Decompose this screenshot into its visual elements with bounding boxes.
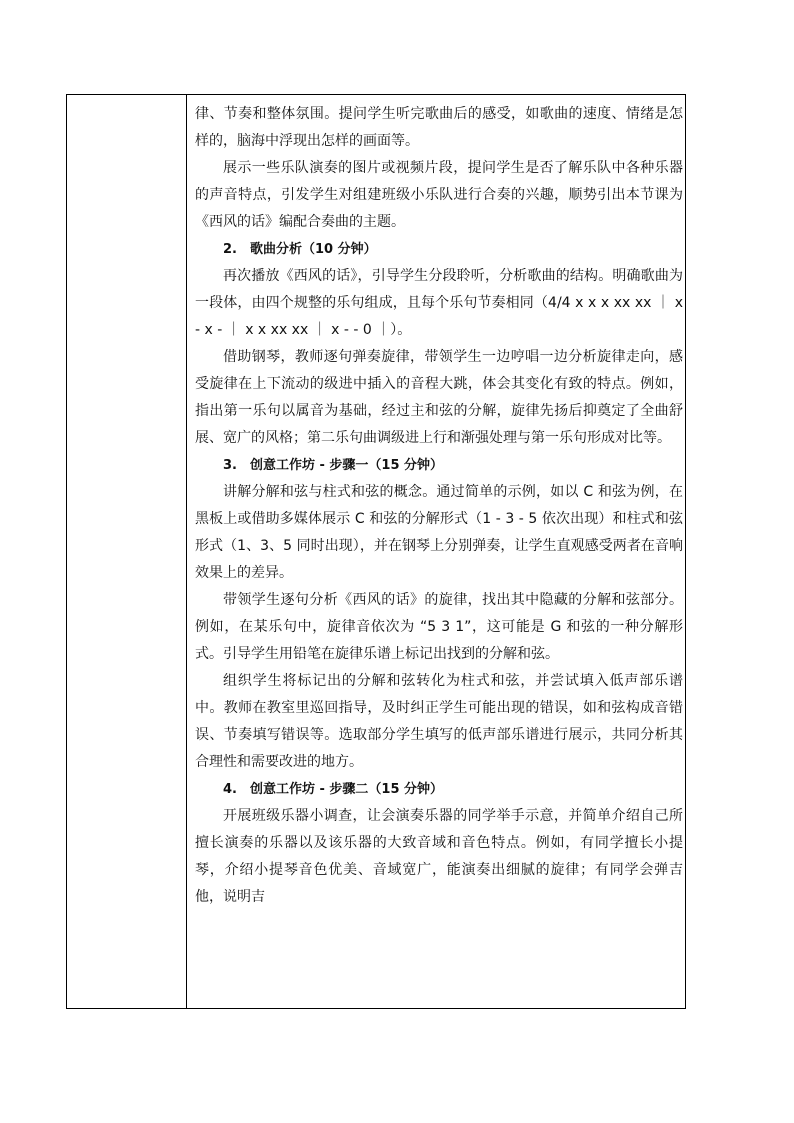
column-divider [186, 95, 187, 1008]
paragraph-chord-concepts: 讲解分解和弦与柱式和弦的概念。通过简单的示例，如以 C 和弦为例，在黑板上或借助多媒体展示 C 和弦的分解形式（1 - 3 - 5 依次出现）和柱式和弦形式（1、3、5 同时出现），并在钢琴上分别弹奏，让学生直观感受两者在音响效果上的差异。 [195, 484, 683, 581]
section-heading-workshop-step1: 3. 创意工作坊 - 步骤一（15 分钟） [223, 458, 444, 473]
paragraph-instrument-survey: 开展班级乐器小调查，让会演奏乐器的同学举手示意，并简单介绍自己所擅长演奏的乐器以及该乐器的大致音域和音色特点。例如，有同学擅长小提琴，介绍小提琴音色优美、音域宽广，能演奏出细腻的旋律；有同学会弹吉他，说明吉 [195, 808, 683, 905]
paragraph-song-structure: 再次播放《西风的话》，引导学生分段聆听，分析歌曲的结构。明确歌曲为一段体，由四个规整的乐句组成，且每个乐句节奏相同（4/4 x x x xx xx ｜ x - x - ｜ x x xx xx ｜ x - - 0 ｜）。 [195, 268, 683, 338]
paragraph-find-arpeggios: 带领学生逐句分析《西风的话》的旋律，找出其中隐藏的分解和弦部分。例如，在某乐句中，旋律音依次为 “5 3 1”，这可能是 G 和弦的一种分解形式。引导学生用铅笔在旋律乐谱上标记出找到的分解和弦。 [195, 592, 683, 662]
lesson-plan-table [66, 94, 686, 1009]
paragraph-intro-continued: 律、节奏和整体氛围。提问学生听完歌曲后的感受，如歌曲的速度、情绪是怎样的，脑海中浮现出怎样的画面等。 [195, 106, 683, 149]
section-heading-workshop-step2: 4. 创意工作坊 - 步骤二（15 分钟） [223, 782, 444, 797]
paragraph-piano-melody: 借助钢琴，教师逐句弹奏旋律，带领学生一边哼唱一边分析旋律走向，感受旋律在上下流动的级进中插入的音程大跳，体会其变化有致的特点。例如，指出第一乐句以属音为基础，经过主和弦的分解，旋律先扬后抑奠定了全曲舒展、宽广的风格；第二乐句曲调级进上行和渐强处理与第一乐句形成对比等。 [195, 349, 683, 446]
section-heading-song-analysis: 2. 歌曲分析（10 分钟） [223, 242, 377, 257]
paragraph-convert-chords: 组织学生将标记出的分解和弦转化为柱式和弦，并尝试填入低声部乐谱中。教师在教室里巡回指导，及时纠正学生可能出现的错误，如和弦构成音错误、节奏填写错误等。选取部分学生填写的低声部乐谱进行展示，共同分析其合理性和需要改进的地方。 [195, 673, 683, 770]
paragraph-band-display: 展示一些乐队演奏的图片或视频片段，提问学生是否了解乐队中各种乐器的声音特点，引发学生对组建班级小乐队进行合奏的兴趣，顺势引出本节课为《西风的话》编配合奏曲的主题。 [195, 160, 683, 230]
content-cell [195, 101, 683, 911]
